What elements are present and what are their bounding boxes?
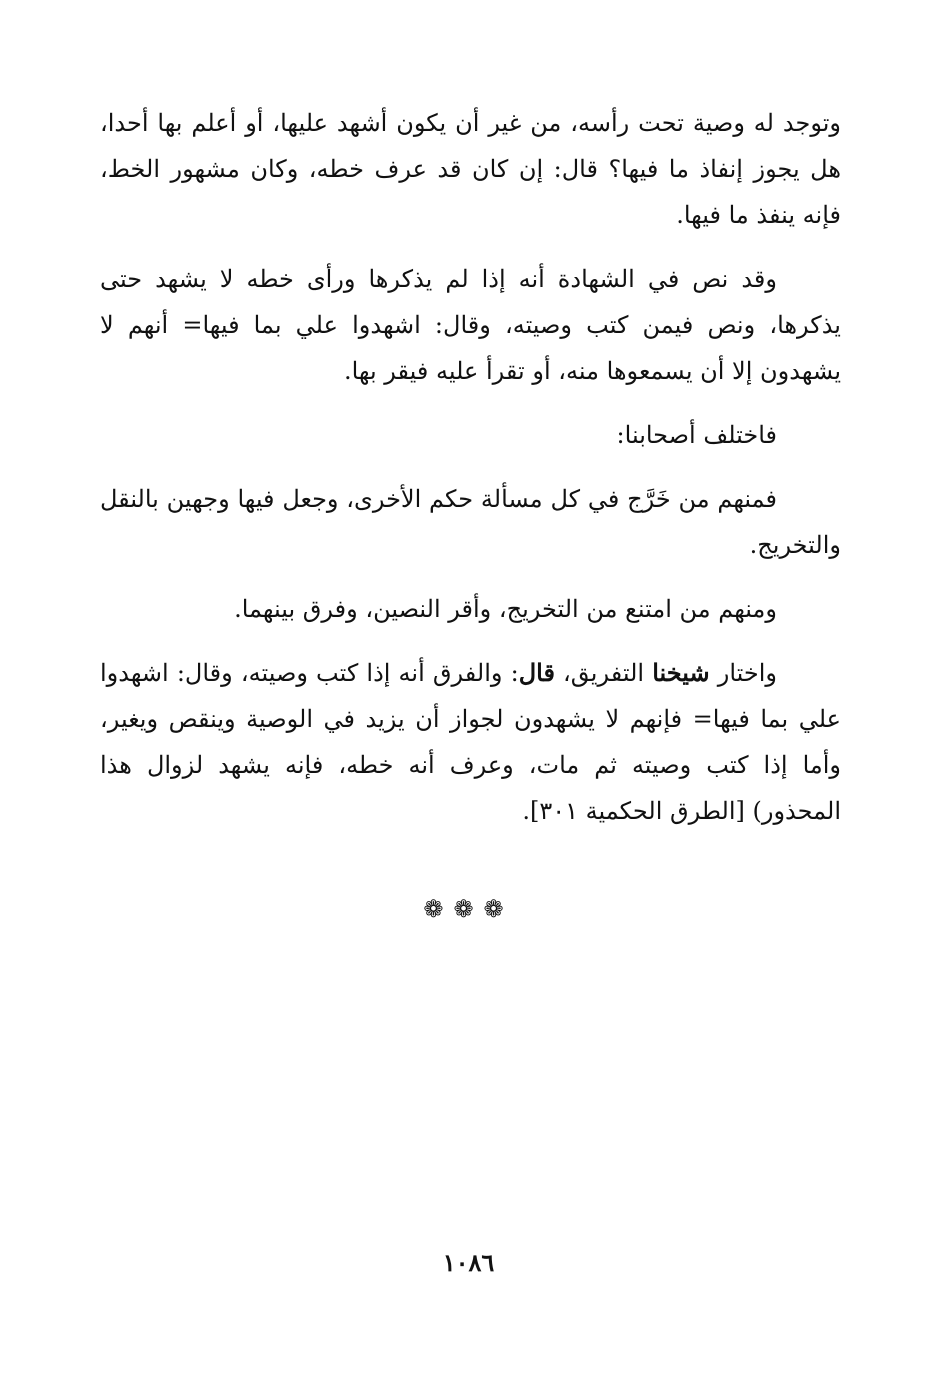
section-divider-ornaments: ❁❁❁ (423, 895, 514, 923)
paragraph-4: فمنهم من خَرَّج في كل مسألة حكم الأخرى، وجعل فيها وجهين بالنقل والتخريج. (100, 485, 841, 559)
paragraph-2: وقد نص في الشهادة أنه إذا لم يذكرها ورأى خطه لا يشهد حتى يذكرها، ونص فيمن كتب وصيته، وقال: اشهدوا علي بما فيها= أنهم لا يشهدون إلا أن يسمعوها منه، أو تقرأ عليه فيقر بها. (100, 265, 841, 385)
paragraph-1: وتوجد له وصية تحت رأسه، من غير أن يكون أشهد عليها، أو أعلم بها أحدا، هل يجوز إنفاذ ما فيها؟ قال: إن كان قد عرف خطه، وكان مشهور الخط، فإنه ينفذ ما فيها. (100, 109, 841, 229)
paragraph-6 (100, 650, 841, 834)
paragraph-5: ومنهم من امتنع من التخريج، وأقر النصين، وفرق بينهما. (234, 595, 777, 623)
page-body (100, 100, 841, 852)
paragraph-6-post: : والفرق أنه إذا كتب وصيته، وقال: اشهدوا علي بما فيها= فإنهم لا يشهدون لجواز أن يزيد في الوصية وينقص ويغير، وأما إذا كتب وصيته ثم مات، وعرف أنه خطه، فإنه يشهد لزوال هذا المحذور) [الطرق الحكمية ٣٠١]. (100, 659, 841, 825)
page-number: ١٠٨٦ (442, 1248, 495, 1277)
paragraph-6-mid: التفريق، (554, 659, 653, 687)
paragraph-6-bold-qal: قال (518, 658, 555, 687)
paragraph-6-pre: واختار (709, 659, 778, 687)
paragraph-3: فاختلف أصحابنا: (616, 421, 777, 449)
paragraph-6-bold-shaykh: شيخنا (652, 658, 710, 687)
